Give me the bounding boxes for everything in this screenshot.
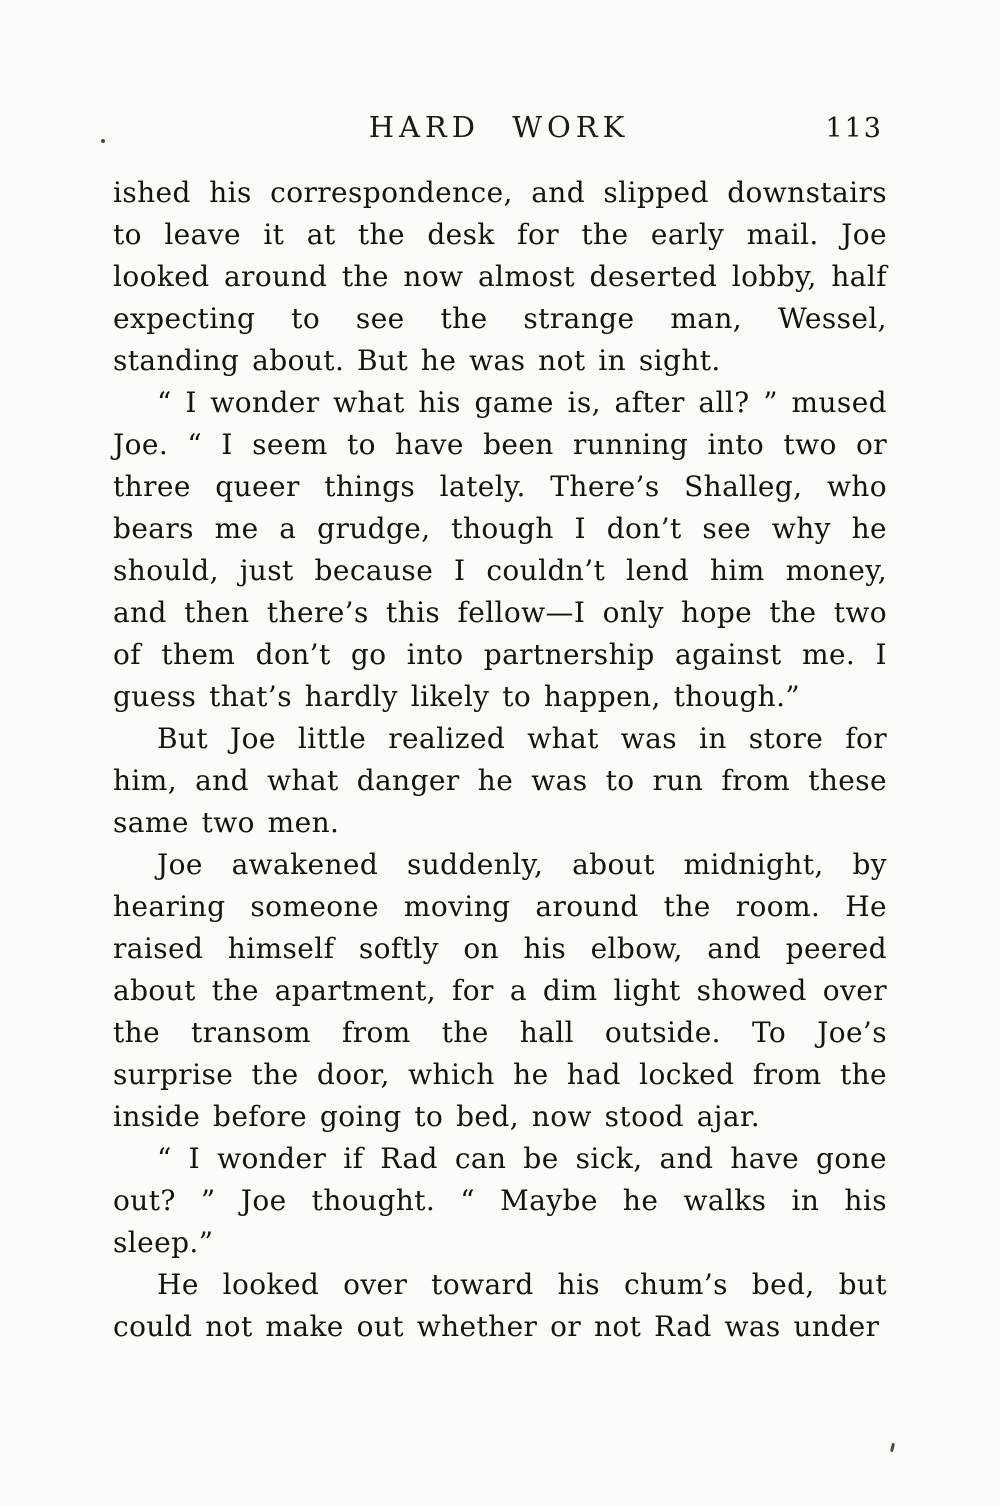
paragraph: But Joe little realized what was in store for him, and what danger he was to run from these same two men. [113,722,887,839]
paragraph: “ I wonder if Rad can be sick, and have gone out? ” Joe thought. “ Maybe he walks in his sleep.” [113,1142,887,1259]
page-number: 113 [825,113,883,144]
running-header [113,110,885,150]
scan-artifact [890,1443,895,1452]
paragraph: “ I wonder what his game is, after all? ” mused Joe. “ I seem to have been running into two or three queer things lately. There’s Shalleg, who bears me a grudge, though I don’t see why he should, just because I couldn’t lend him money, and then there’s this fellow—I only hope the two of them don’t go into partnership against me. I guess that’s hardly likely to happen, though.” [113,386,887,713]
body-text [113,172,887,1348]
paragraph: ished his correspondence, and slipped downstairs to leave it at the desk for the early mail. Joe looked around the now almost deserted lobby, half expecting to see the strange man, Wessel, standing about. But he was not in sight. [113,176,887,377]
scan-artifact [101,139,105,143]
paragraph: Joe awakened suddenly, about midnight, by hearing someone moving around the room. He raised himself softly on his elbow, and peered about the apartment, for a dim light showed over the transom from the hall outside. To Joe’s surprise the door, which he had locked from the inside before going to bed, now stood ajar. [113,848,887,1133]
chapter-running-title: HARD WORK [368,110,630,144]
paragraph: He looked over toward his chum’s bed, but could not make out whether or not Rad was under [113,1268,887,1343]
